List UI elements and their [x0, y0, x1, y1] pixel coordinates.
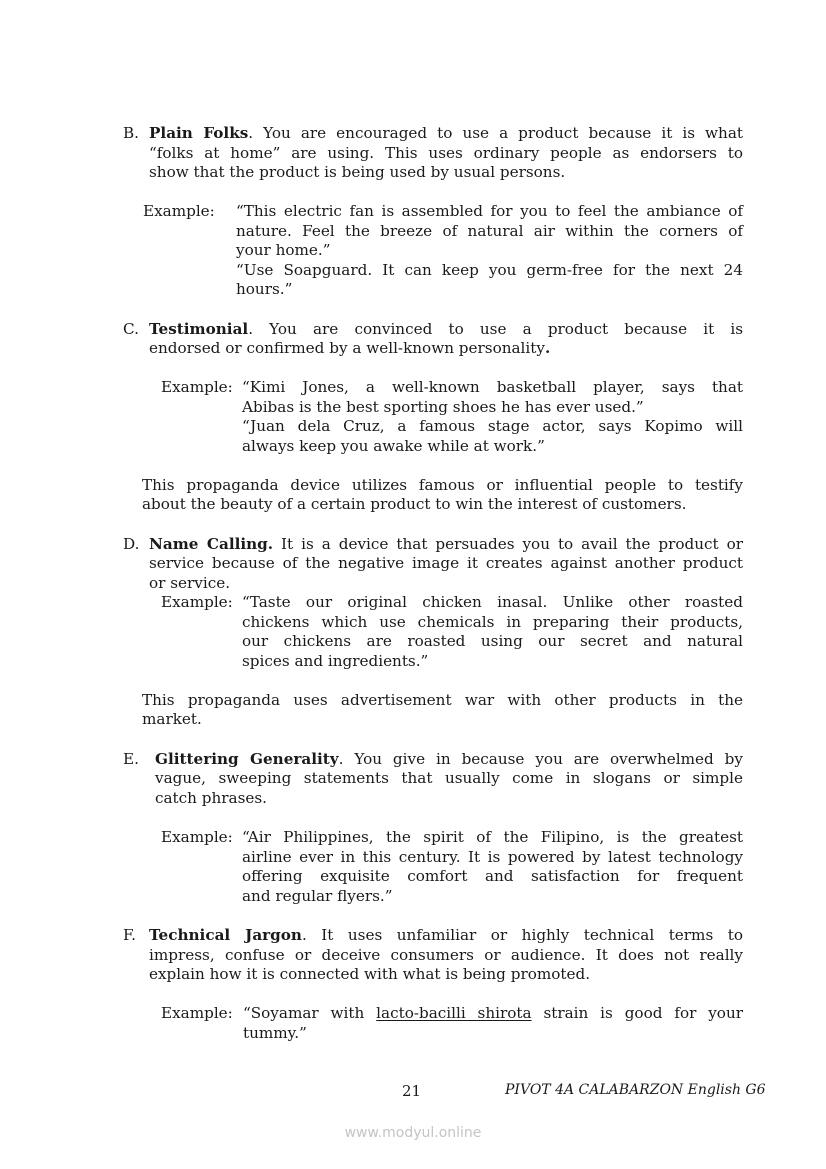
example-label: Example:: [161, 1004, 233, 1022]
definition-line: Plain Folks. You are encouraged to use a product because it is what: [149, 124, 743, 142]
example-line: tummy.”: [243, 1024, 307, 1042]
definition-line: vague, sweeping statements that usually come in slogans or simple: [155, 769, 743, 787]
note-line: This propaganda uses advertisement war with other products in the: [142, 691, 743, 709]
example-line: and regular flyers.”: [242, 887, 393, 905]
example-line: chickens which use chemicals in preparing their products,: [242, 613, 743, 631]
definition-line: Testimonial. You are convinced to use a product because it is: [149, 320, 743, 338]
term: Technical Jargon: [149, 926, 302, 944]
watermark: www.modyul.online: [344, 1125, 482, 1141]
example-line: Abibas is the best sporting shoes he has ever used.”: [242, 398, 644, 416]
definition-line: “folks at home” are using. This uses ordinary people as endorsers to: [149, 144, 743, 162]
definition-line: service because of the negative image it creates against another product: [149, 554, 743, 572]
item-letter: F.: [123, 926, 136, 944]
note-line: This propaganda device utilizes famous or influential people to testify: [142, 476, 743, 494]
example-line: “Air Philippines, the spirit of the Filipino, is the greatest: [242, 828, 743, 846]
example-line: “Kimi Jones, a well-known basketball player, says that: [242, 378, 743, 396]
example-line: always keep you awake while at work.”: [242, 437, 545, 455]
page-number: 21: [402, 1082, 422, 1100]
example-label: Example:: [161, 593, 233, 611]
example-line: nature. Feel the breeze of natural air within the corners of: [236, 222, 743, 240]
example-line: airline ever in this century. It is powered by latest technology: [242, 848, 743, 866]
term: Glittering Generality: [155, 750, 339, 768]
item-letter: D.: [123, 535, 140, 553]
item-letter: C.: [123, 320, 139, 338]
example-line: offering exquisite comfort and satisfaction for frequent: [242, 867, 743, 885]
example-line: “Juan dela Cruz, a famous stage actor, says Kopimo will: [242, 417, 743, 435]
term: Plain Folks: [149, 124, 249, 142]
term: Name Calling.: [149, 535, 274, 553]
underlined-term: lacto-bacilli shirota: [376, 1004, 532, 1022]
definition-line: Glittering Generality. You give in because you are overwhelmed by: [155, 750, 743, 768]
example-label: Example:: [143, 202, 215, 220]
definition-line: Name Calling. It is a device that persuades you to avail the product or: [149, 535, 743, 553]
term: Testimonial: [149, 320, 249, 338]
example-line: “Use Soapguard. It can keep you germ-free for the next 24: [236, 261, 743, 279]
example-line: spices and ingredients.”: [242, 652, 429, 670]
definition-line: or service.: [149, 574, 231, 592]
example-line: “Soyamar with lacto-bacilli shirota strain is good for your: [243, 1004, 743, 1022]
note-line: market.: [142, 710, 202, 728]
definition-line: catch phrases.: [155, 789, 268, 807]
example-line: your home.”: [236, 241, 331, 259]
definition-line: impress, confuse or deceive consumers or audience. It does not really: [149, 946, 743, 964]
example-line: “Taste our original chicken inasal. Unlike other roasted: [242, 593, 743, 611]
example-label: Example:: [161, 828, 233, 846]
example-label: Example:: [161, 378, 233, 396]
definition-line: explain how it is connected with what is being promoted.: [149, 965, 591, 983]
example-line: hours.”: [236, 280, 293, 298]
definition-line: Technical Jargon. It uses unfamiliar or highly technical terms to: [149, 926, 743, 944]
definition-line: endorsed or confirmed by a well-known personality.: [149, 339, 551, 357]
example-line: “This electric fan is assembled for you to feel the ambiance of: [236, 202, 743, 220]
footer-title: PIVOT 4A CALABARZON English G6: [505, 1082, 766, 1098]
item-letter: E.: [123, 750, 139, 768]
item-letter: B.: [123, 124, 139, 142]
definition-line: show that the product is being used by usual persons.: [149, 163, 566, 181]
example-line: our chickens are roasted using our secret and natural: [242, 632, 743, 650]
note-line: about the beauty of a certain product to win the interest of customers.: [142, 495, 687, 513]
